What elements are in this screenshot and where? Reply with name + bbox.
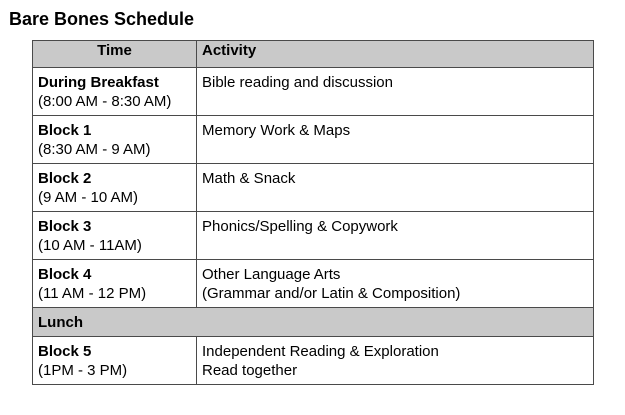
time-range: (1PM - 3 PM)	[38, 362, 128, 379]
time-cell	[33, 164, 197, 212]
table-row	[33, 68, 594, 116]
schedule-table	[32, 40, 594, 385]
lunch-row	[33, 308, 594, 337]
activity-line: (Grammar and/or Latin & Composition)	[202, 285, 461, 302]
block-name: Block 1	[38, 122, 92, 139]
block-name: Block 5	[38, 343, 92, 360]
page-title: Bare Bones Schedule	[9, 9, 195, 29]
block-name: Block 3	[38, 218, 92, 235]
activity-cell	[197, 116, 594, 164]
table-row	[33, 116, 594, 164]
time-range: (10 AM - 11AM)	[38, 237, 142, 254]
time-range: (8:30 AM - 9 AM)	[38, 141, 151, 158]
time-cell	[33, 337, 197, 385]
table-row	[33, 212, 594, 260]
activity-cell	[197, 260, 594, 308]
activity-line: Bible reading and discussion	[202, 74, 393, 91]
block-name: Block 2	[38, 170, 92, 187]
time-range: (9 AM - 10 AM)	[38, 189, 139, 206]
activity-cell	[197, 68, 594, 116]
activity-cell	[197, 164, 594, 212]
activity-column-header: Activity	[197, 41, 594, 68]
activity-cell	[197, 337, 594, 385]
time-range: (11 AM - 12 PM)	[38, 285, 147, 302]
block-name: During Breakfast	[38, 74, 159, 91]
lunch-cell: Lunch	[33, 308, 594, 337]
table-row	[33, 337, 594, 385]
activity-line: Read together	[202, 362, 298, 379]
time-column-header: Time	[33, 41, 197, 68]
table-row	[33, 260, 594, 308]
activity-line: Math & Snack	[202, 170, 296, 187]
activity-line: Memory Work & Maps	[202, 122, 351, 139]
time-cell	[33, 116, 197, 164]
time-cell	[33, 212, 197, 260]
activity-line: Independent Reading & Exploration	[202, 343, 439, 360]
time-cell	[33, 68, 197, 116]
header-row	[33, 41, 594, 68]
table-row	[33, 164, 594, 212]
table-header	[33, 41, 594, 68]
time-cell	[33, 260, 197, 308]
activity-line: Other Language Arts	[202, 266, 341, 283]
activity-cell	[197, 212, 594, 260]
block-name: Block 4	[38, 266, 92, 283]
time-range: (8:00 AM - 8:30 AM)	[38, 93, 172, 110]
activity-line: Phonics/Spelling & Copywork	[202, 218, 398, 235]
